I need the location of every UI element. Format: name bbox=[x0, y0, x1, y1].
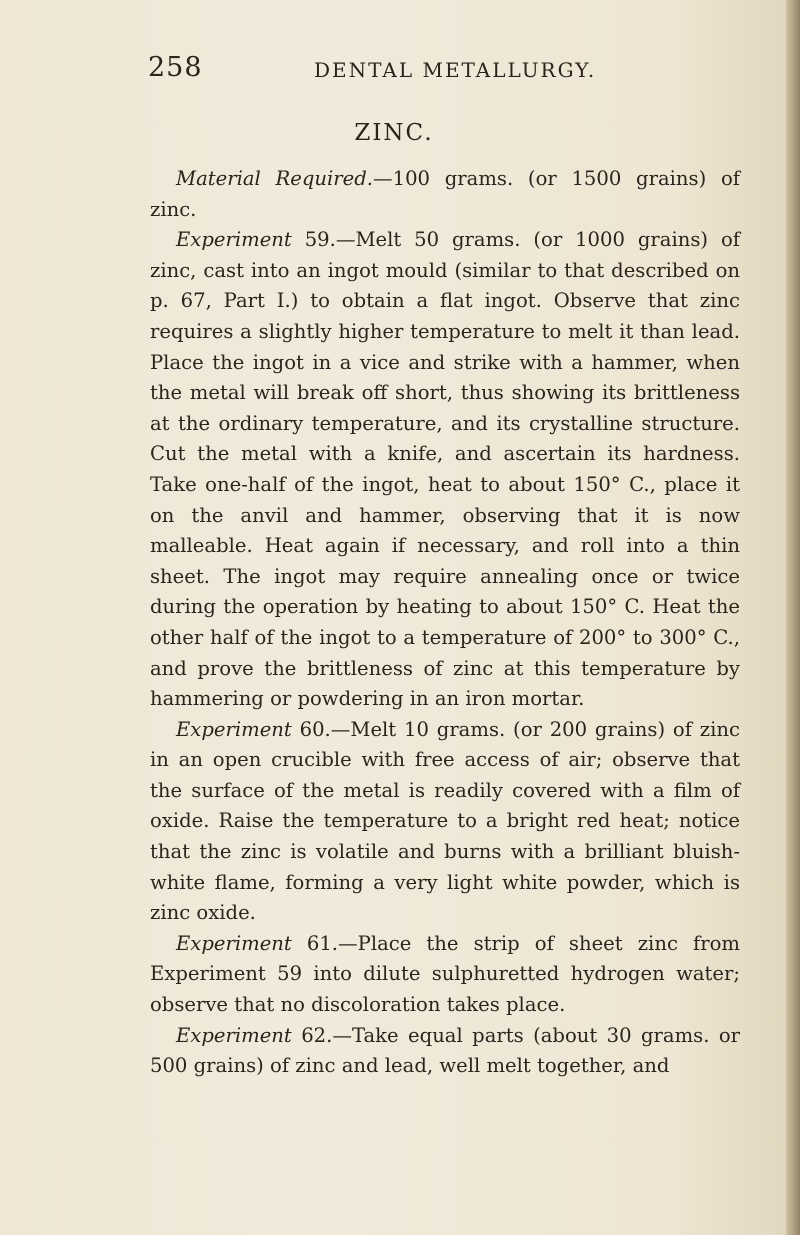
section-title: ZINC. bbox=[354, 120, 434, 146]
paragraph-material-required bbox=[150, 164, 740, 225]
paragraph-experiment-60 bbox=[150, 715, 740, 929]
paragraph-label: Experiment bbox=[176, 1023, 292, 1047]
paragraph-label: Experiment bbox=[176, 228, 292, 252]
body-text bbox=[150, 164, 740, 1082]
paragraph-label: Material Required. bbox=[176, 167, 374, 190]
paragraph-experiment-62 bbox=[150, 1021, 740, 1082]
paragraph-text: 60.—Melt 10 grams. (or 200 grains) of zinc in an open crucible with free access of air; observe that the surface of the metal is readily covered with a film of oxide. Raise the temperature to a bright red heat; notice that the zinc is volatile and burns with a brilliant bluish-white flame, forming a very light white powder, which is zinc oxide. bbox=[150, 717, 740, 925]
page-number: 258 bbox=[148, 52, 203, 83]
paragraph-text: —100 grams. (or 1500 grains) of zinc. bbox=[150, 167, 740, 221]
running-head: DENTAL METALLURGY. bbox=[314, 58, 597, 82]
paragraph-experiment-59 bbox=[150, 225, 740, 715]
paragraph-label: Experiment bbox=[176, 931, 292, 955]
paragraph-text: 59.—Melt 50 grams. (or 1000 grains) of zinc, cast into an ingot mould (similar to that described on p. 67, Part I.) to obtain a flat ingot. Observe that zinc requires a slightly higher temperature to melt it than lead. Place the ingot in a vice and strike with a hammer, when the metal will break off short, thus showing its brittleness at the ordinary temperature, and its crystalline structure. Cut the metal with a knife, and ascertain its hardness. Take one-half of the ingot, heat to about 150° C., place it on the anvil and hammer, observing that it is now malleable. Heat again if necessary, and roll into a thin sheet. The ingot may require annealing once or twice during the operation by heating to about 150° C. Heat the other half of the ingot to a temperature of 200° to 300° C., and prove the brittleness of zinc at this temperature by hammering or powdering in an iron mortar. bbox=[150, 228, 740, 711]
paragraph-text: 61.—Place the strip of sheet zinc from Experiment 59 into dilute sulphuretted hydrogen water; observe that no discoloration takes place. bbox=[150, 931, 740, 1017]
page-header bbox=[148, 52, 748, 92]
paragraph-experiment-61 bbox=[150, 929, 740, 1021]
page-edge-shadow bbox=[786, 0, 800, 1235]
paragraph-text: 62.—Take equal parts (about 30 grams. or 500 grains) of zinc and lead, well melt together, and bbox=[150, 1023, 740, 1078]
paragraph-label: Experiment bbox=[176, 717, 292, 741]
